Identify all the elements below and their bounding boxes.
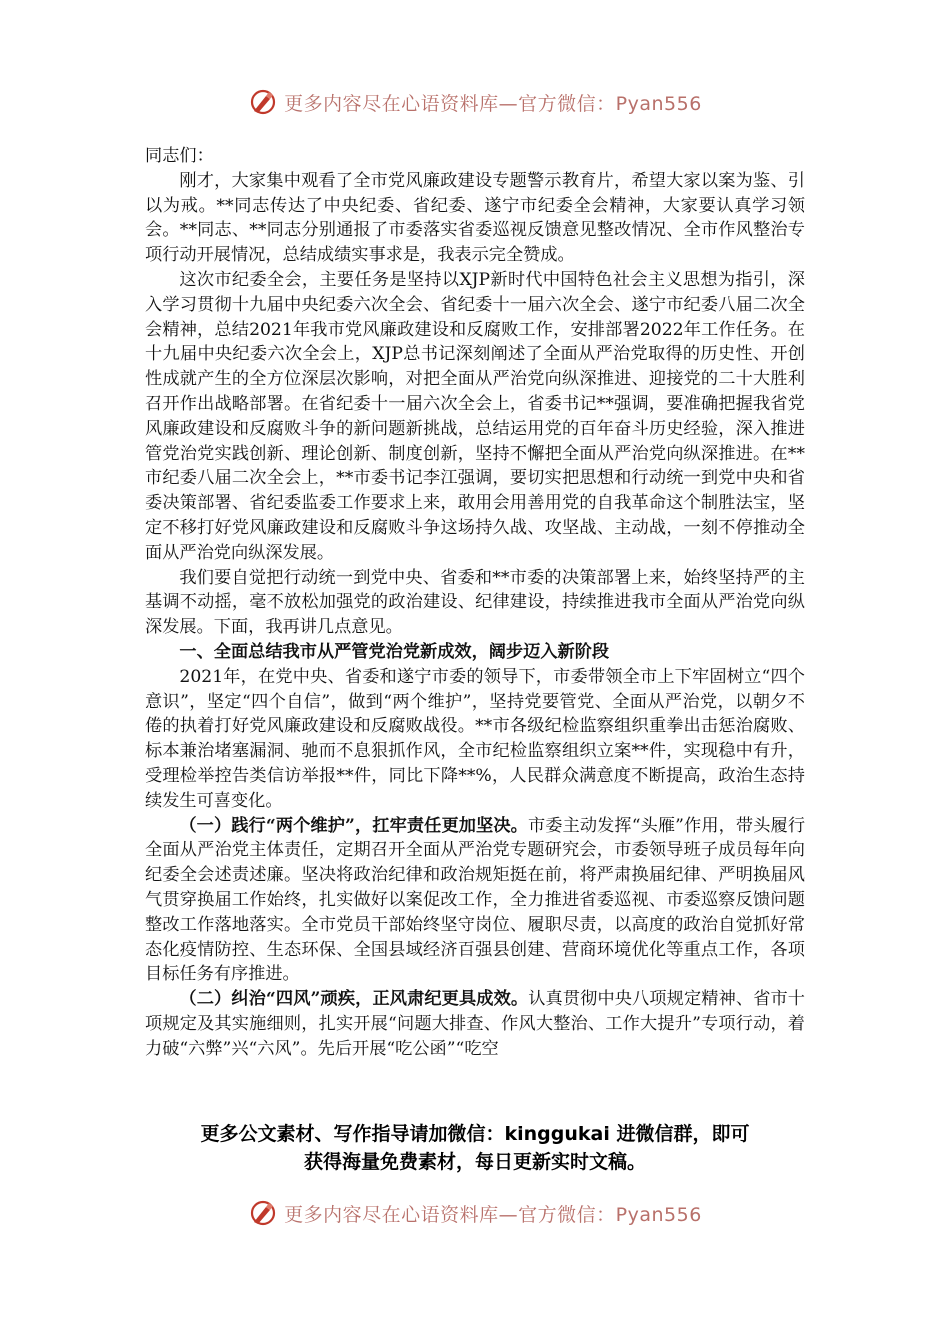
subsection-heading: （一）践行“两个维护”，扛牢责任更加坚决。 — [179, 815, 528, 836]
paragraph: 刚才，大家集中观看了全市党风廉政建设专题警示教育片，希望大家以案为鉴、引以为戒。**同志传达了中央纪委、省纪委、遂宁市纪委全会精神，大家要认真学习领会。**同志、**同志分别通报了市委落实省委巡视反馈意见整改情况、全市作风整治专项行动开展情况，总结成绩实事求是，我表示完全赞成。 — [145, 170, 805, 266]
paragraph-text: 认真贯彻中央八项规定精神、省市十项规定及其实施细则，扎实开展“问题大排查、作风大整治、工作大提升”专项行动，着力破“六弊”兴“六风”。先后开展“吃公函”“吃空 — [145, 989, 805, 1059]
promo-line: 更多公文素材、写作指导请加微信：kinggukai 进微信群，即可 — [200, 1123, 750, 1145]
salutation: 同志们： — [145, 146, 214, 166]
pen-nib-logo-icon — [248, 1198, 278, 1228]
subsection-paragraph — [145, 987, 805, 1061]
header-watermark-banner — [0, 82, 950, 122]
watermark-text: 更多内容尽在心语资料库—官方微信：Pyan556 — [284, 1203, 702, 1226]
document-body — [145, 144, 805, 1061]
promo-notice — [0, 1120, 950, 1176]
watermark-text: 更多内容尽在心语资料库—官方微信：Pyan556 — [284, 92, 702, 115]
section-heading: 一、全面总结我市从严管党治党新成效，阔步迈入新阶段 — [179, 641, 610, 662]
paragraph: 我们要自觉把行动统一到党中央、省委和**市委的决策部署上来，始终坚持严的主基调不动摇，毫不放松加强党的政治建设、纪律建设，持续推进我市全面从严治党向纵深发展。下面，我再讲几点意见。 — [145, 567, 805, 638]
subsection-heading: （二）纠治“四风”顽疾，正风肃纪更具成效。 — [179, 989, 529, 1010]
promo-line: 获得海量免费素材，每日更新实时文稿。 — [303, 1151, 646, 1173]
footer-watermark-banner — [0, 1193, 950, 1233]
paragraph: 这次市纪委全会，主要任务是坚持以XJP新时代中国特色社会主义思想为指引，深入学习贯彻十九届中央纪委六次全会、省纪委十一届六次全会、遂宁市纪委八届二次全会精神，总结2021年我市党风廉政建设和反腐败工作，安排部署2022年工作任务。在十九届中央纪委六次全会上，XJP总书记深刻阐述了全面从严治党取得的历史性、开创性成就产生的全方位深层次影响，对把全面从严治党向纵深推进、迎接党的二十大胜利召开作出战略部署。在省纪委十一届六次全会上，省委书记**强调，要准确把握我省党风廉政建设和反腐败斗争的新问题新挑战，总结运用党的百年奋斗历史经验，深入推进管党治党实践创新、理论创新、制度创新，坚持不懈把全面从严治党向纵深推进。在**市纪委八届二次全会上，**市委书记李江强调，要切实把思想和行动统一到党中央和省委决策部署、省纪委监委工作要求上来，敢用会用善用党的自我革命这个制胜法宝，坚定不移打好党风廉政建设和反腐败斗争这场持久战、攻坚战、主动战，一刻不停推动全面从严治党向纵深发展。 — [145, 269, 805, 563]
pen-nib-logo-icon — [248, 87, 278, 117]
subsection-paragraph — [145, 814, 805, 988]
paragraph: 2021年，在党中央、省委和遂宁市委的领导下，市委带领全市上下牢固树立“四个意识”，坚定“四个自信”，做到“两个维护”，坚持党要管党、全面从严治党，以朝夕不倦的执着打好党风廉政建设和反腐败战役。**市各级纪检监察组织重拳出击惩治腐败、标本兼治堵塞漏洞、驰而不息狠抓作风，全市纪检监察组织立案**件，实现稳中有升，受理检举控告类信访举报**件，同比下降**%，人民群众满意度不断提高，政治生态持续发生可喜变化。 — [145, 666, 805, 811]
paragraph-text: 市委主动发挥“头雁”作用，带头履行全面从严治党主体责任，定期召开全面从严治党专题研究会，市委领导班子成员每年向纪委全会述责述廉。坚决将政治纪律和政治规矩挺在前，将严肃换届纪律、严明换届风气贯穿换届工作始终，扎实做好以案促改工作，全力推进省委巡视、市委巡察反馈问题整改工作落地落实。全市党员干部始终坚守岗位、履职尽责，以高度的政治自觉抓好常态化疫情防控、生态环保、全国县域经济百强县创建、营商环境优化等重点工作，各项目标任务有序推进。 — [145, 815, 806, 985]
